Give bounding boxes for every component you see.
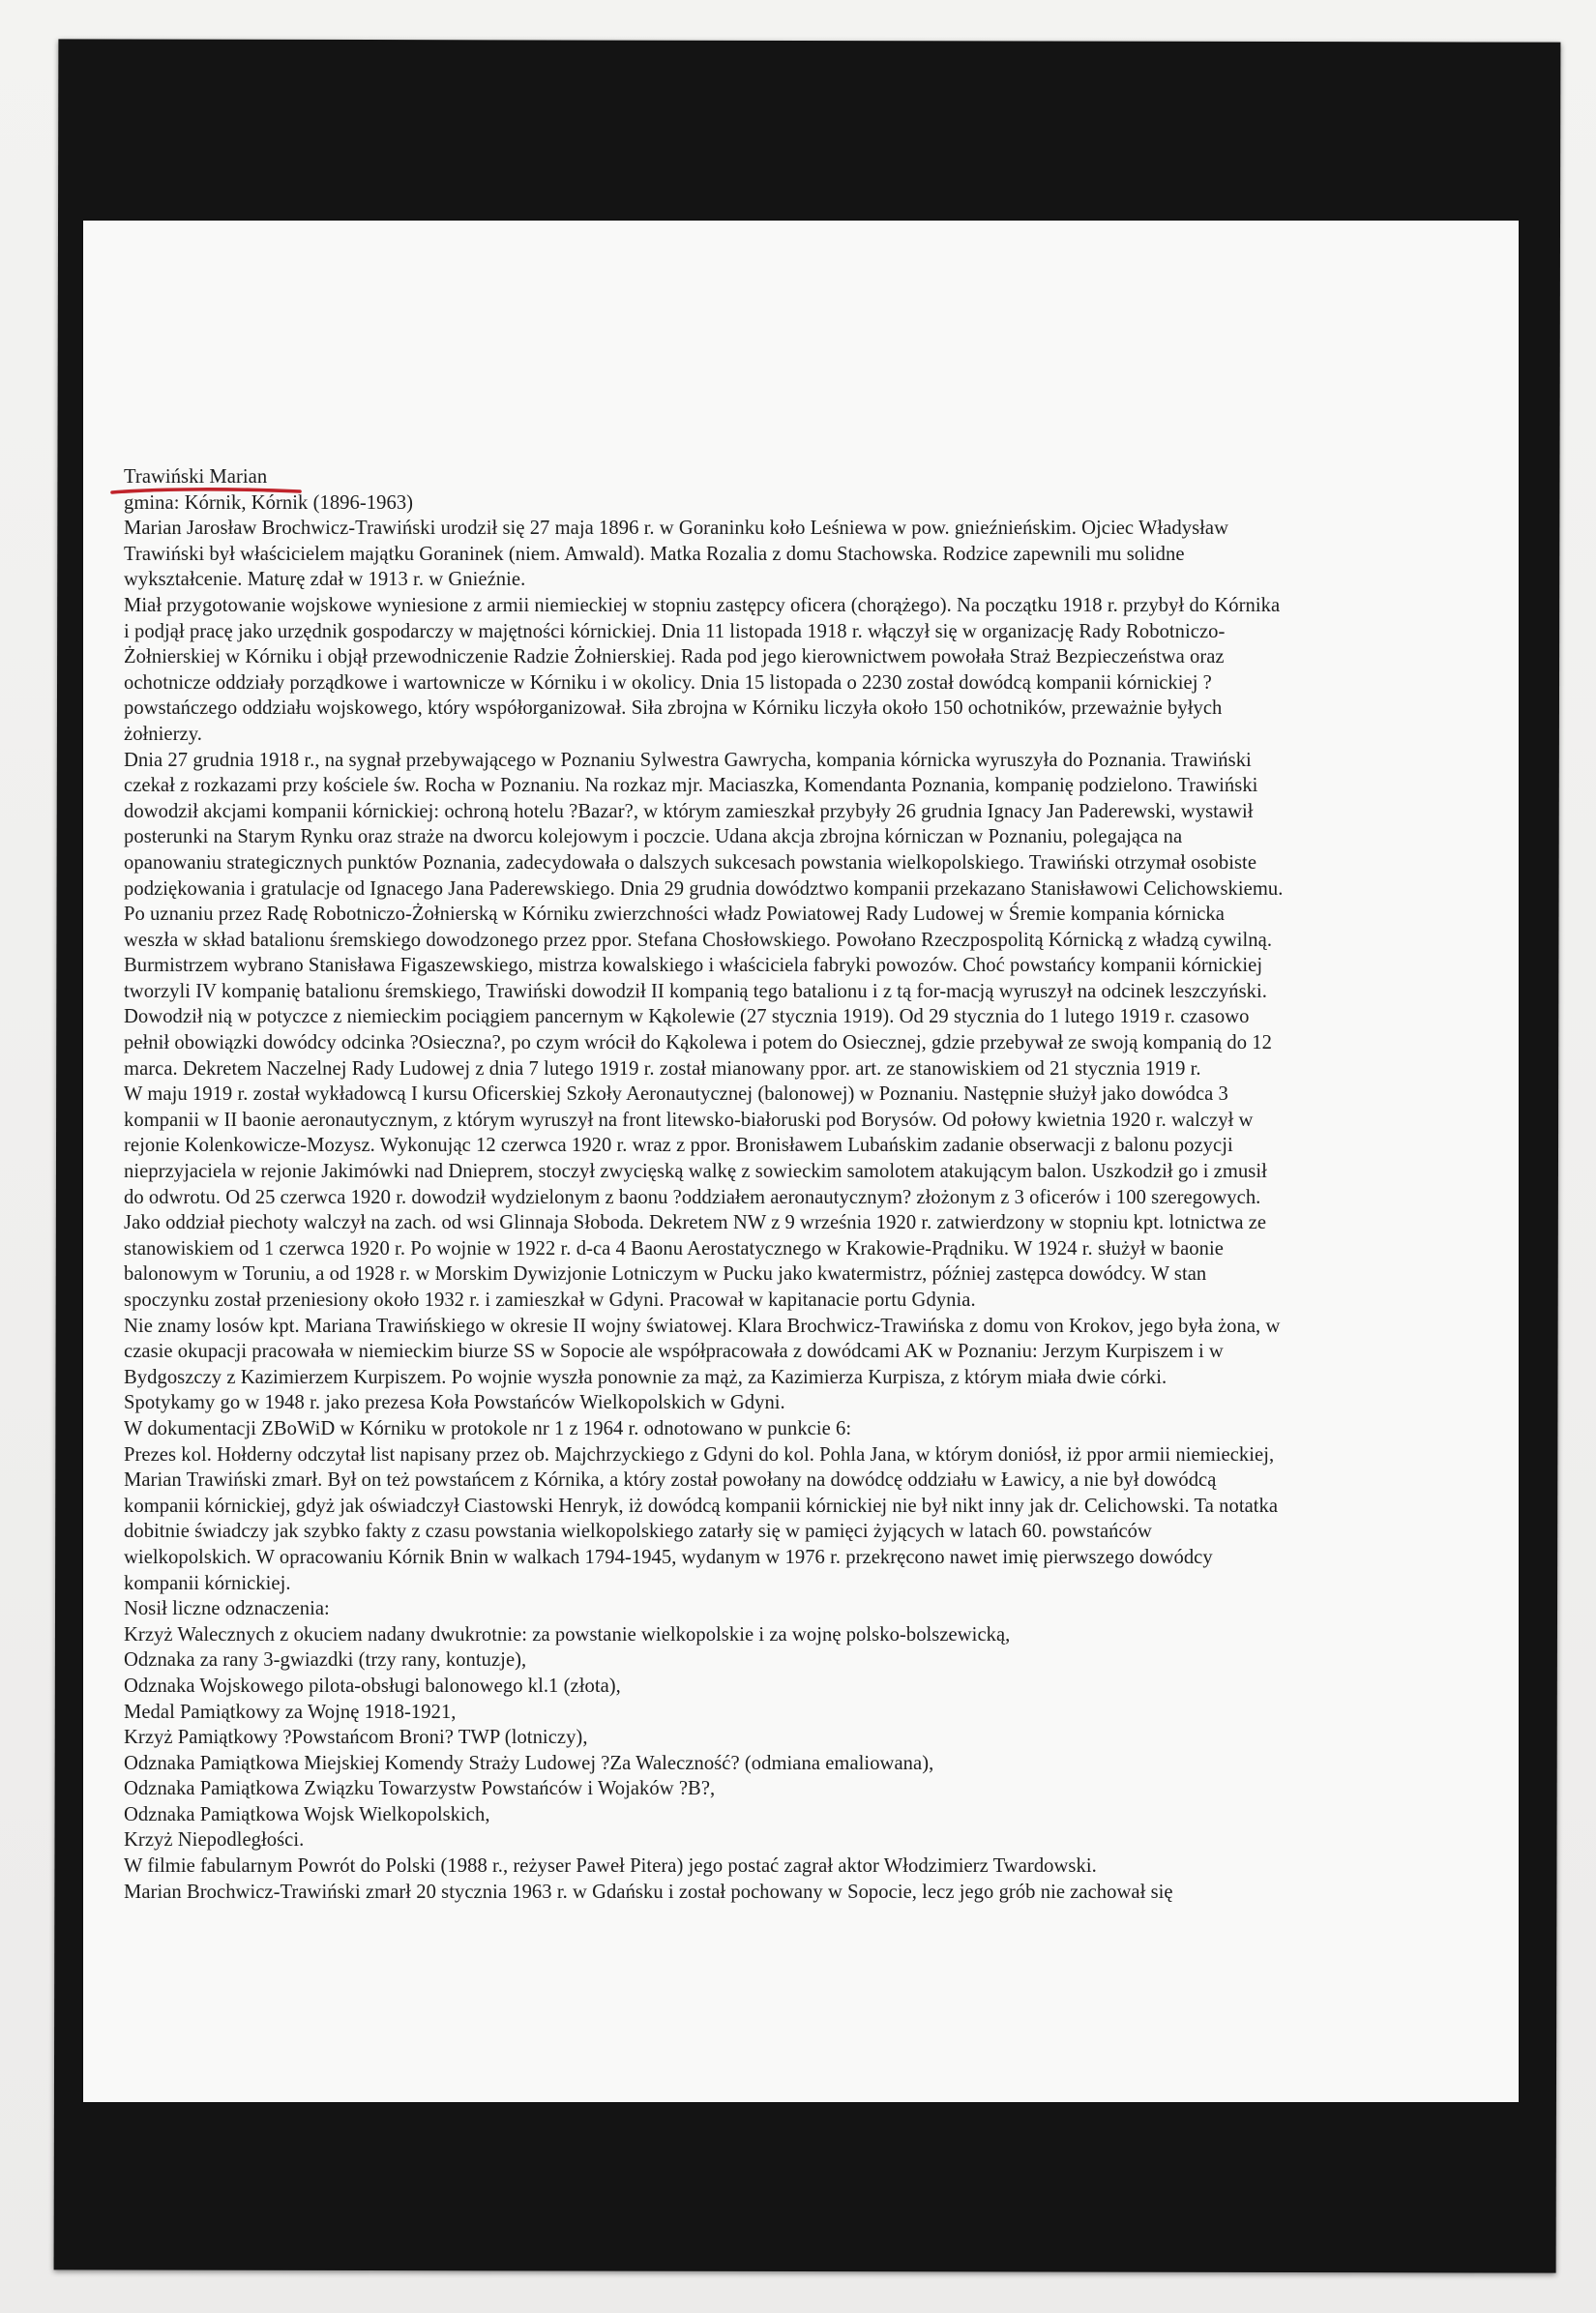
text-line: do odwrotu. Od 25 czerwca 1920 r. dowodził wydzielonym z baonu ?oddziałem aeronautycznym? złożonym z 3 oficerów i 100 szeregowych.: [124, 1186, 1261, 1208]
text-line: Żołnierskiej w Kórniku i objął przewodniczenie Radzie Żołnierskiej. Rada pod jego kierownictwem powołała Straż Bezpieczeństwa oraz: [124, 646, 1225, 668]
text-line: czasie okupacji pracowała w niemieckim biurze SS w Sopocie ale współpracowała z dowódcami AK w Poznaniu: Jerzym Kurpiszem i w: [124, 1341, 1224, 1363]
document-title: [124, 464, 267, 490]
text-line: Dnia 27 grudnia 1918 r., na sygnał przebywającego w Poznaniu Sylwestra Gawrycha, kompania kórnicka wyruszyła do Poznania. Trawiński: [124, 749, 1252, 771]
text-line: kompanii kórnickiej.: [124, 1572, 291, 1594]
text-line: spoczynku został przeniesiony około 1932 r. i zamieszkał w Gdyni. Pracował w kapitanacie portu Gdynia.: [124, 1290, 976, 1311]
text-line: Odznaka Wojskowego pilota-obsługi balonowego kl.1 (złota),: [124, 1675, 621, 1697]
text-line: Nosił liczne odznaczenia:: [124, 1598, 330, 1620]
text-line: Medal Pamiątkowy za Wojnę 1918-1921,: [124, 1701, 457, 1723]
text-line: kompanii w II baonie aeronautycznym, z którym wyruszył na front litewsko-białoruski pod Borysów. Od połowy kwietnia 1920 r. walczył w: [124, 1109, 1254, 1131]
text-line: pełnił obowiązki dowódcy odcinka ?Osieczna?, po czym wrócił do Kąkolewa i potem do Osiecznej, gdzie przebywał ze swoją kompanią do 12: [124, 1032, 1272, 1054]
text-line: Krzyż Niepodległości.: [124, 1829, 305, 1852]
text-line: Nie znamy losów kpt. Mariana Trawińskiego w okresie II wojny światowej. Klara Brochwicz-Trawińska z domu von Krokov, jego była żona, w: [124, 1315, 1281, 1337]
text-line: Spotykamy go w 1948 r. jako prezesa Koła Powstańców Wielkopolskich w Gdyni.: [124, 1392, 785, 1414]
text-line: ochotnicze oddziały porządkowe i wartownicze w Kórniku i w okolicy. Dnia 15 listopada o 2230 został dowódcą kompanii kórnickiej ?: [124, 671, 1212, 694]
text-line: tworzyli IV kompanię batalionu śremskiego, Trawiński dowodził II kompanią tego batalionu i z tą for-macją wyruszył na odcinek leszczyński.: [124, 980, 1267, 1002]
text-line: Marian Brochwicz-Trawiński zmarł 20 stycznia 1963 r. w Gdańsku i został pochowany w Sopocie, lecz jego grób nie zachował się: [124, 1881, 1173, 1903]
red-underline-mark: [110, 488, 302, 495]
document-title-text: Trawiński Marian: [124, 466, 268, 488]
text-line: W dokumentacji ZBoWiD w Kórniku w protokole nr 1 z 1964 r. odnotowano w punkcie 6:: [124, 1417, 852, 1439]
text-line: Jako oddział piechoty walczył na zach. od wsi Glinnaja Słoboda. Dekretem NW z 9 września 1920 r. zatwierdzony w stopniu kpt. lotnictwa ze: [124, 1212, 1267, 1234]
text-line: gmina: Kórnik, Kórnik (1896-1963): [124, 491, 414, 514]
text-line: posterunki na Starym Rynku oraz straże na dworcu kolejowym i poczcie. Udana akcja zbrojna kórniczan w Poznaniu, polegająca na: [124, 826, 1183, 848]
text-line: weszła w skład batalionu śremskiego dowodzonego przez ppor. Stefana Chosłowskiego. Powołano Rzeczpospolitą Kórnicką z władzą cywilną.: [124, 929, 1273, 951]
text-line: Bydgoszczy z Kazimierzem Kurpiszem. Po wojnie wyszła ponownie za mąż, za Kazimierza Kurpisza, z którym miała dwie córki.: [124, 1366, 1167, 1388]
document-body: [124, 464, 1478, 1905]
text-line: podziękowania i gratulacje od Ignacego Jana Paderewskiego. Dnia 29 grudnia dowództwo kompanii przekazano Stanisławowi Celichowskiemu.: [124, 877, 1284, 900]
text-line: dowodził akcjami kompanii kórnickiej: ochroną hotelu ?Bazar?, w którym zamieszkał przybyły 26 grudnia Ignacy Jan Paderewski, wystawił: [124, 800, 1254, 822]
text-line: W maju 1919 r. został wykładowcą I kursu Oficerskiej Szkoły Aeronautycznej (balonowej) w Poznaniu. Następnie służył jako dowódca 3: [124, 1083, 1228, 1106]
text-line: Dowodził nią w potyczce z niemieckim pociągiem pancernym w Kąkolewie (27 stycznia 1919). Od 29 stycznia do 1 lutego 1919 r. czasowo: [124, 1006, 1250, 1028]
text-line: nieprzyjaciela w rejonie Jakimówki nad Dnieprem, stoczył zwycięską walkę z sowieckim samolotem atakującym balon. Uszkodził go i zmusił: [124, 1161, 1267, 1183]
text-line: czekał z rozkazami przy kościele św. Rocha w Poznaniu. Na rozkaz mjr. Maciaszka, Komendanta Poznania, kompanię podzielono. Trawiński: [124, 775, 1258, 797]
title-line: [124, 464, 1478, 490]
text-line: balonowym w Toruniu, a od 1928 r. w Morskim Dywizjonie Lotniczym w Pucku jako kwatermistrz, później zastępca dowódcy. W stan: [124, 1263, 1207, 1286]
text-line: opanowaniu strategicznych punktów Poznania, zadecydowała o dalszych sukcesach powstania wielkopolskiego. Trawiński otrzymał osobiste: [124, 851, 1257, 874]
text-line: Marian Jarosław Brochwicz-Trawiński urodził się 27 maja 1896 r. w Goraninku koło Leśniewa w pow. gnieźnieńskim. Ojciec Władysław: [124, 518, 1229, 540]
text-line: żołnierzy.: [124, 723, 202, 745]
text-line: Marian Trawiński zmarł. Był on też powstańcem z Kórnika, a który został powołany na dowódcę oddziału w Ławicy, a nie był dowódcą: [124, 1469, 1217, 1492]
text-line: Prezes kol. Hołderny odczytał list napisany przez ob. Majchrzyckiego z Gdyni do kol. Pohla Jana, w którym doniósł, iż ppor armii niemieckiej,: [124, 1443, 1275, 1466]
text-line: kompanii kórnickiej, gdyż jak oświadczył Ciastowski Henryk, iż dowódcą kompanii kórnickiej nie był nikt inny jak dr. Celichowski. Ta notatka: [124, 1495, 1279, 1517]
text-line: Odznaka za rany 3-gwiazdki (trzy rany, kontuzje),: [124, 1649, 527, 1672]
text-line: Miał przygotowanie wojskowe wyniesione z armii niemieckiej w stopniu zastępcy oficera (chorążego). Na początku 1918 r. przybył do Kórnika: [124, 594, 1281, 616]
text-line: wykształcenie. Maturę zdał w 1913 r. w Gnieźnie.: [124, 569, 526, 591]
text-line: Odznaka Pamiątkowa Związku Towarzystw Powstańców i Wojaków ?B?,: [124, 1778, 716, 1800]
text-line: Krzyż Pamiątkowy ?Powstańcom Broni? TWP (lotniczy),: [124, 1727, 588, 1749]
text-line: marca. Dekretem Naczelnej Rady Ludowej z dnia 7 lutego 1919 r. został mianowany ppor. art. ze stanowiskiem od 21 stycznia 1919 r.: [124, 1057, 1201, 1080]
text-line: rejonie Kolenkowicze-Mozysz. Wykonując 12 czerwca 1920 r. wraz z ppor. Bronisławem Lubańskim zadanie obserwacji z balonu pozycji: [124, 1135, 1233, 1157]
text-line: powstańczego oddziału wojskowego, który współorganizował. Siła zbrojna w Kórniku liczyła około 150 ochotników, przeważnie byłych: [124, 697, 1223, 720]
text-line: Burmistrzem wybrano Stanisława Figaszewskiego, mistrza kowalskiego i właściciela fabryki powozów. Choć powstańcy kompanii kórnickiej: [124, 955, 1263, 977]
text-line: wielkopolskich. W opracowaniu Kórnik Bnin w walkach 1794-1945, wydanym w 1976 r. przekręcono nawet imię pierwszego dowódcy: [124, 1546, 1213, 1568]
text-line: dobitnie świadczy jak szybko fakty z czasu powstania wielkopolskiego zatarły się w pamięci żyjących w latach 60. powstańców: [124, 1521, 1152, 1543]
text-line: i podjął pracę jako urzędnik gospodarczy w majętności kórnickiej. Dnia 11 listopada 1918 r. włączył się w organizację Rady Robotniczo-: [124, 620, 1226, 642]
text-line: Odznaka Pamiątkowa Miejskiej Komendy Straży Ludowej ?Za Waleczność? (odmiana emaliowana),: [124, 1752, 934, 1774]
text-line: Odznaka Pamiątkowa Wojsk Wielkopolskich,: [124, 1803, 490, 1825]
document-lines: [124, 490, 1478, 1906]
text-line: Trawiński był właścicielem majątku Goraninek (niem. Amwald). Matka Rozalia z domu Stachowska. Rodzice zapewnili mu solidne: [124, 543, 1185, 565]
text-line: stanowiskiem od 1 czerwca 1920 r. Po wojnie w 1922 r. d-ca 4 Baonu Aerostatycznego w Krakowie-Prądniku. W 1924 r. służył w baonie: [124, 1237, 1224, 1260]
text-line: W filmie fabularnym Powrót do Polski (1988 r., reżyser Paweł Pitera) jego postać zagrał aktor Włodzimierz Twardowski.: [124, 1855, 1097, 1878]
text-line: Po uznaniu przez Radę Robotniczo-Żołnierską w Kórniku zwierzchności władz Powiatowej Rady Ludowej w Śremie kompania kórnicka: [124, 904, 1225, 926]
text-line: Krzyż Walecznych z okuciem nadany dwukrotnie: za powstanie wielkopolskie i za wojnę polsko-bolszewicką,: [124, 1623, 1011, 1646]
